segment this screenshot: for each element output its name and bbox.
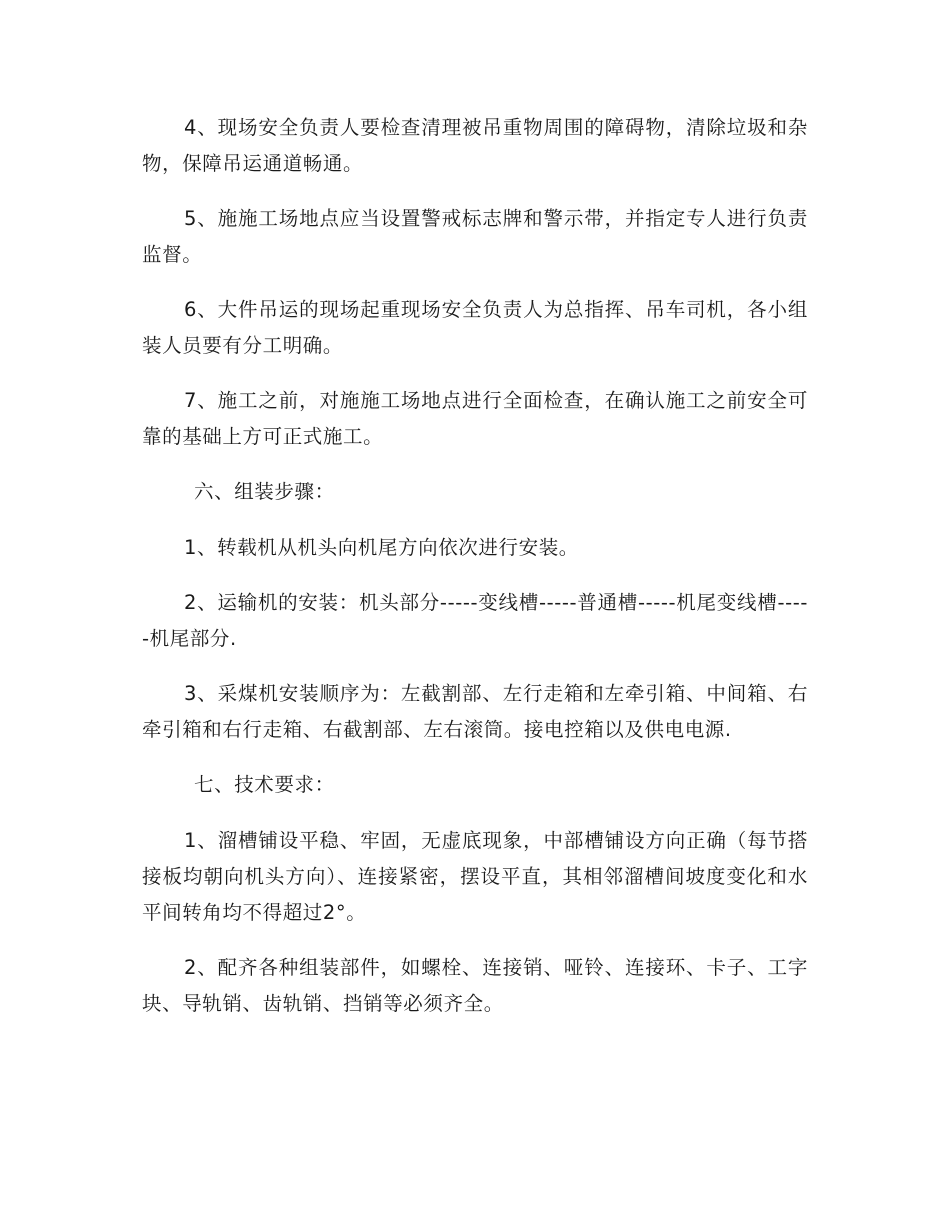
paragraph-step-1: 1、转载机从机头向机尾方向依次进行安装。: [184, 536, 579, 559]
paragraph-step-2: 2、运输机的安装：机头部分-----变线槽-----普通槽-----机尾变线槽-----机尾部分.: [142, 591, 808, 650]
paragraph-item-6: 6、大件吊运的现场起重现场安全负责人为总指挥、吊车司机，各小组装人员要有分工明确。: [142, 298, 808, 357]
paragraph-item-5: 5、施施工场地点应当设置警戒标志牌和警示带，并指定专人进行负责监督。: [142, 207, 808, 266]
paragraph-req-2: 2、配齐各种组装部件，如螺栓、连接销、哑铃、连接环、卡子、工字块、导轨销、齿轨销、挡销等必须齐全。: [142, 956, 808, 1015]
section-heading-technical-requirements: 七、技术要求：: [194, 773, 335, 796]
paragraph-step-3: 3、采煤机安装顺序为：左截割部、左行走箱和左牵引箱、中间箱、右牵引箱和右行走箱、右截割部、左右滚筒。接电控箱以及供电电源.: [142, 682, 808, 741]
paragraph-item-7: 7、施工之前，对施施工场地点进行全面检查，在确认施工之前安全可靠的基础上方可正式施工。: [142, 389, 808, 448]
paragraph-req-1: 1、溜槽铺设平稳、牢固，无虚底现象，中部槽铺设方向正确（每节搭接板均朝向机头方向）、连接紧密，摆设平直，其相邻溜槽间坡度变化和水平间转角均不得超过2°。: [142, 829, 808, 924]
document-body: [142, 110, 808, 1041]
paragraph-item-4: 4、现场安全负责人要检查清理被吊重物周围的障碍物，清除垃圾和杂物，保障吊运通道畅通。: [142, 116, 808, 175]
section-heading-assembly-steps: 六、组装步骤：: [194, 480, 335, 503]
